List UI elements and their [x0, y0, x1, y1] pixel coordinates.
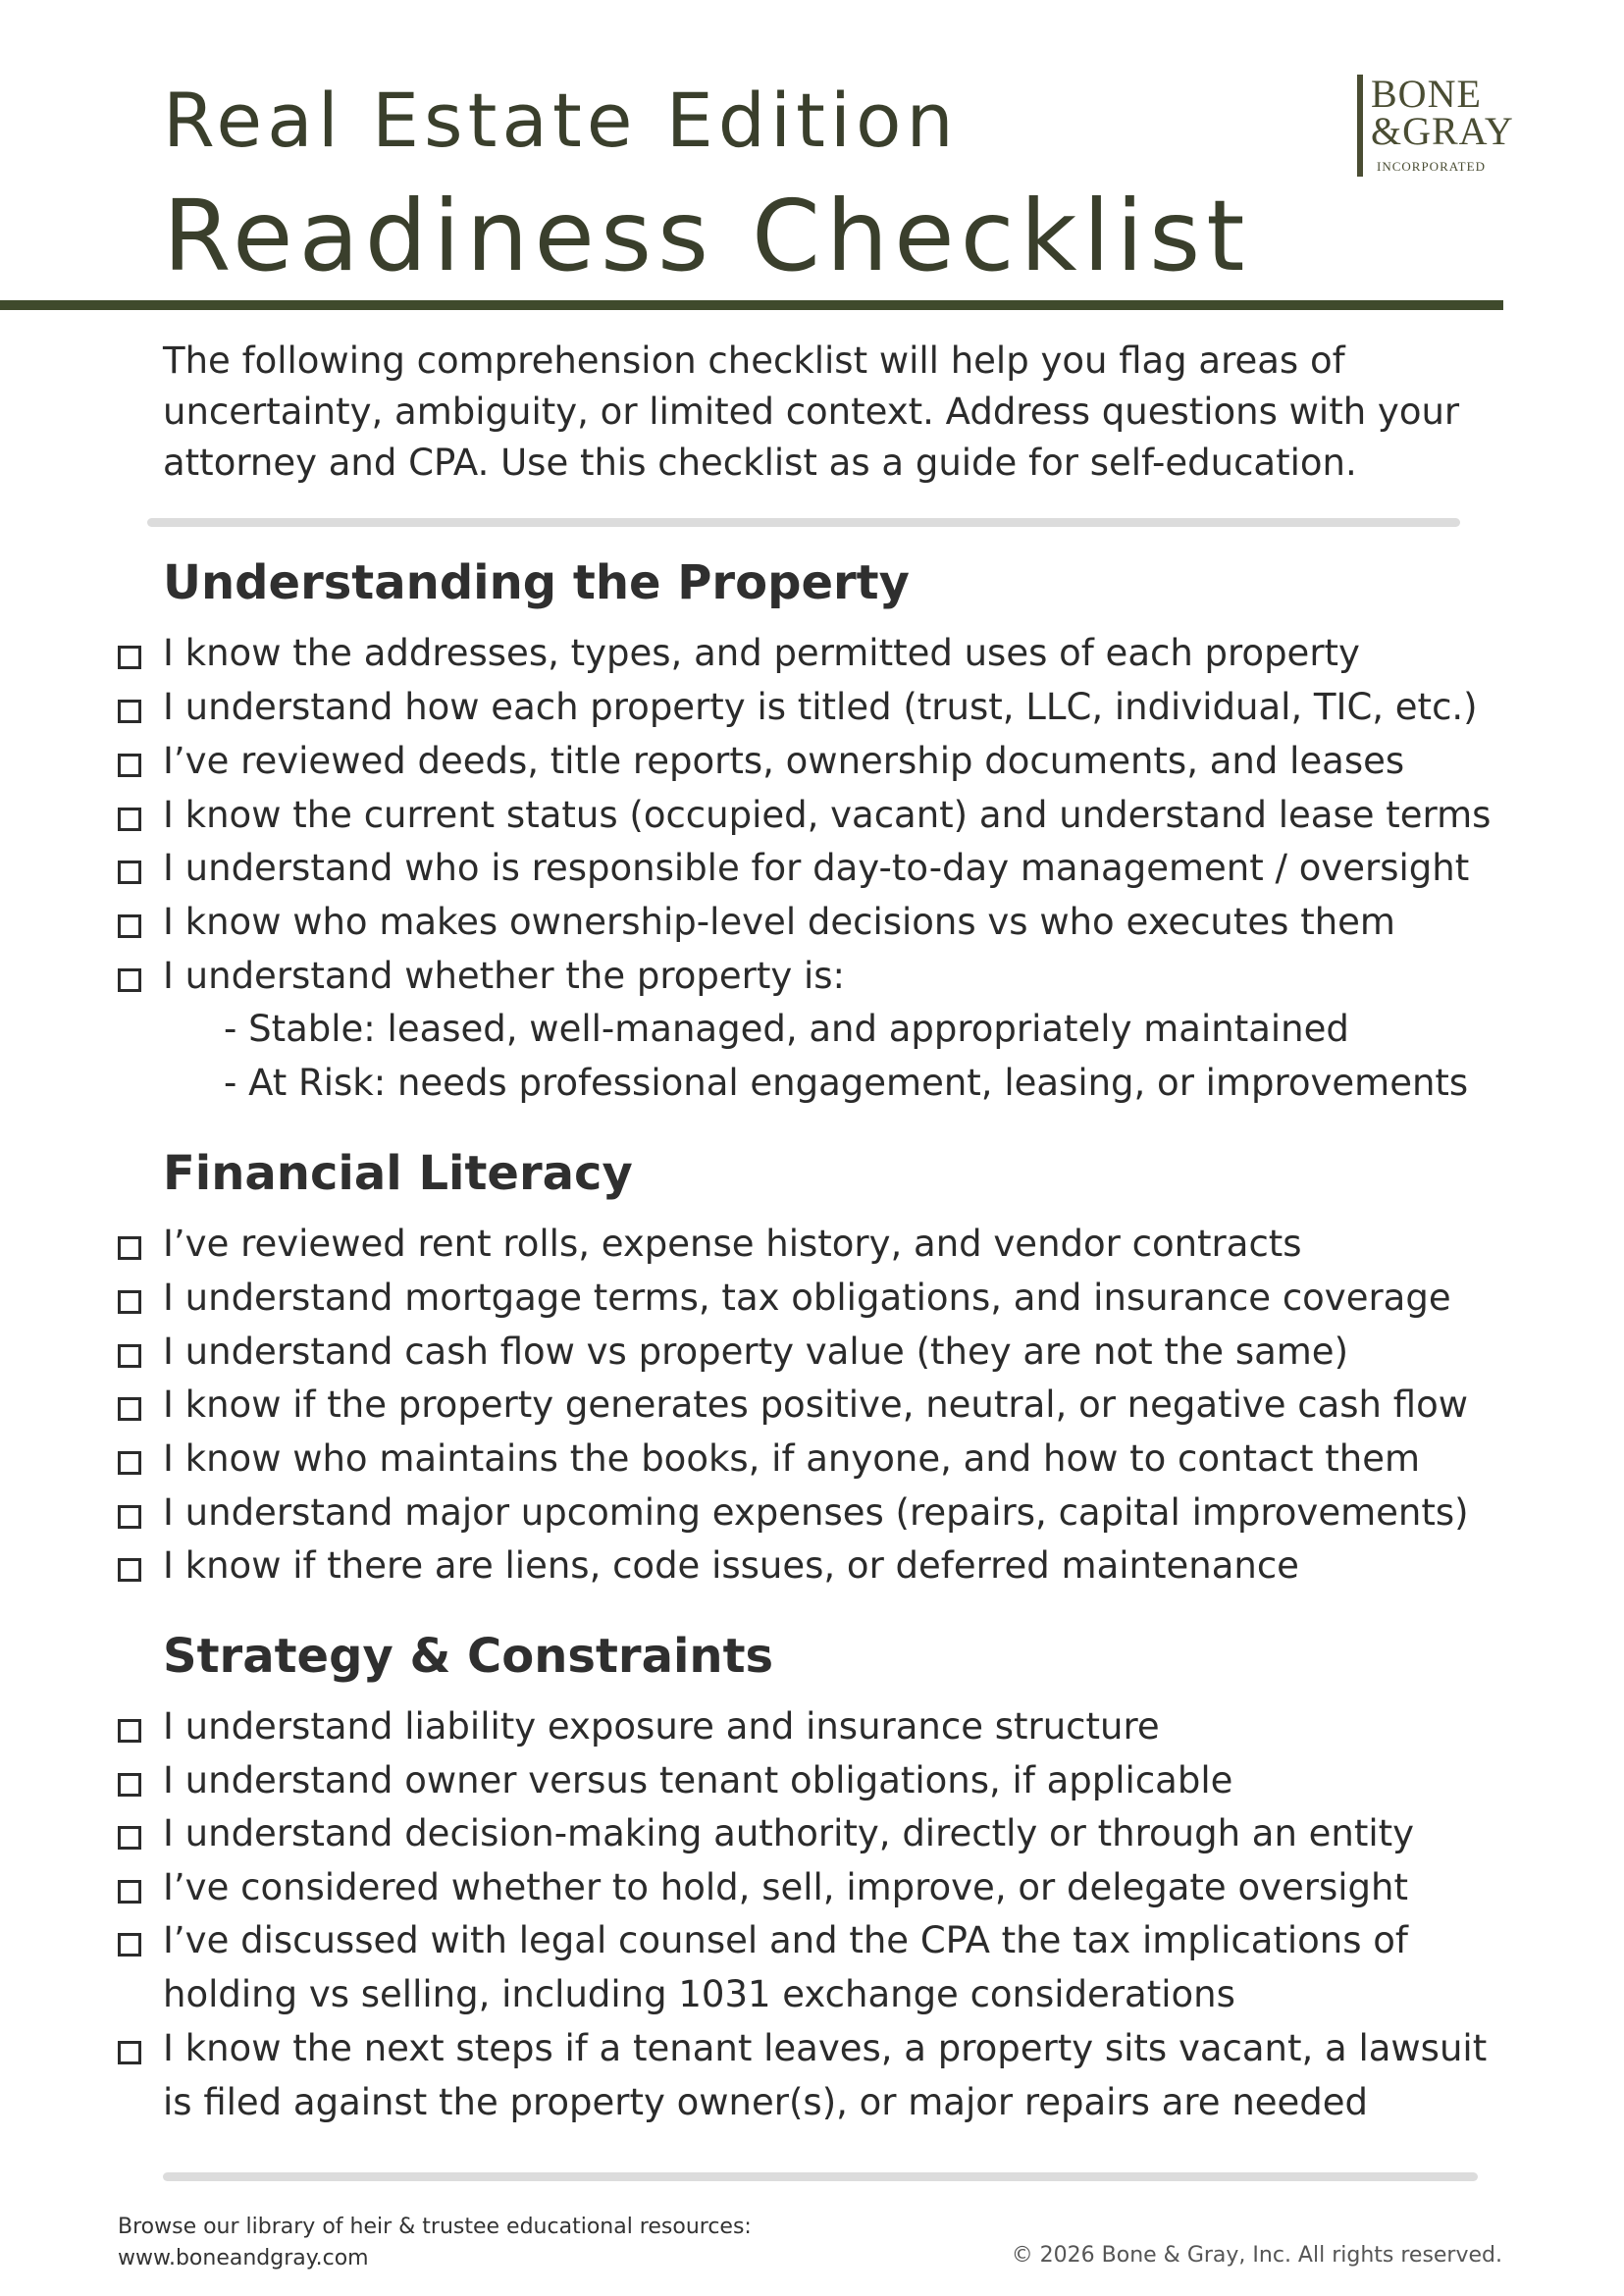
checkbox[interactable] — [118, 914, 141, 938]
checklist-item[interactable]: I understand whether the property is: — [118, 949, 845, 1003]
section-title-financial: Financial Literacy — [163, 1146, 633, 1201]
sub-item-at-risk: - At Risk: needs professional engagement, leasing, or improvements — [224, 1062, 1469, 1104]
checklist-item[interactable]: I’ve reviewed deeds, title reports, ownership documents, and leases — [118, 734, 1404, 788]
checklist-item[interactable]: I know the current status (occupied, vacant) and understand lease terms — [118, 788, 1491, 842]
logo-line-2: &GRAY — [1371, 109, 1514, 153]
footer-resources — [118, 2212, 752, 2274]
checklist-item[interactable]: I know if the property generates positive, neutral, or negative cash flow — [118, 1378, 1468, 1432]
footer-browse-text: Browse our library of heir & trustee educational resources: — [118, 2215, 752, 2239]
logo-line-3: INCORPORATED — [1377, 159, 1486, 174]
checklist-item[interactable]: I know if there are liens, code issues, or deferred maintenance — [118, 1539, 1299, 1592]
checklist-item[interactable]: I understand mortgage terms, tax obligations, and insurance coverage — [118, 1271, 1451, 1325]
footer-copyright: © 2026 Bone & Gray, Inc. All rights reserved. — [1011, 2243, 1502, 2268]
checklist-item[interactable]: I know the addresses, types, and permitted uses of each property — [118, 626, 1360, 680]
checklist-item[interactable]: I understand how each property is titled (trust, LLC, individual, TIC, etc.) — [118, 680, 1478, 734]
checklist-item[interactable]: I understand major upcoming expenses (repairs, capital improvements) — [118, 1486, 1469, 1539]
checkbox[interactable] — [118, 1558, 141, 1582]
checkbox[interactable] — [118, 754, 141, 777]
section-title-strategy: Strategy & Constraints — [163, 1629, 774, 1684]
checklist-item[interactable]: I understand cash flow vs property value (they are not the same) — [118, 1325, 1348, 1379]
checklist-item[interactable]: I know who maintains the books, if anyone, and how to contact them — [118, 1432, 1420, 1486]
checkbox[interactable] — [118, 1773, 141, 1797]
checkbox[interactable] — [118, 1933, 141, 1957]
checkbox[interactable] — [118, 1397, 141, 1421]
checkbox[interactable] — [118, 1880, 141, 1904]
checklist-item[interactable]: I’ve discussed with legal counsel and the CPA the tax implications of holding vs selling, including 1031 exchange considerations — [118, 1913, 1492, 2021]
checkbox[interactable] — [118, 1719, 141, 1743]
intro-paragraph: The following comprehension checklist will help you flag areas of uncertainty, ambiguity, or limited context. Address questions with your attorney and CPA. Use this checklist as a guide for self-education. — [163, 339, 1460, 484]
checklist-item[interactable]: I know who makes ownership-level decisions vs who executes them — [118, 895, 1395, 949]
checkbox[interactable] — [118, 1290, 141, 1314]
checkbox[interactable] — [118, 1826, 141, 1850]
logo-line-1: BONE — [1371, 72, 1482, 116]
checklist-item[interactable]: I understand decision-making authority, directly or through an entity — [118, 1806, 1414, 1860]
checklist-item[interactable]: I’ve considered whether to hold, sell, improve, or delegate oversight — [118, 1860, 1408, 1914]
checkbox[interactable] — [118, 1451, 141, 1475]
checkbox[interactable] — [118, 1344, 141, 1368]
checklist-item[interactable]: I’ve reviewed rent rolls, expense history, and vendor contracts — [118, 1217, 1302, 1271]
checkbox[interactable] — [118, 1236, 141, 1260]
checklist-item[interactable]: I understand who is responsible for day-to-day management / oversight — [118, 841, 1469, 895]
checklist-item[interactable]: I know the next steps if a tenant leaves, a property sits vacant, a lawsuit is filed against the property owner(s), or major repairs are needed — [118, 2021, 1492, 2129]
page-title: Readiness Checklist — [163, 179, 1251, 293]
divider — [147, 518, 1460, 527]
checkbox[interactable] — [118, 808, 141, 831]
page-subtitle: Real Estate Edition — [163, 77, 959, 164]
checkbox[interactable] — [118, 1505, 141, 1529]
header-rule — [0, 300, 1503, 310]
checkbox[interactable] — [118, 2041, 141, 2064]
checkbox[interactable] — [118, 700, 141, 723]
company-logo — [1357, 72, 1524, 177]
section-title-property: Understanding the Property — [163, 555, 910, 610]
checkbox[interactable] — [118, 861, 141, 884]
footer-divider — [163, 2172, 1478, 2181]
checkbox[interactable] — [118, 646, 141, 669]
checkbox[interactable] — [118, 968, 141, 992]
sub-item-stable: - Stable: leased, well-managed, and appropriately maintained — [224, 1008, 1349, 1050]
checklist-item[interactable]: I understand liability exposure and insurance structure — [118, 1699, 1160, 1753]
footer-website-link[interactable]: www.boneandgray.com — [118, 2246, 369, 2270]
logo-bar — [1357, 75, 1363, 177]
checklist-item[interactable]: I understand owner versus tenant obligations, if applicable — [118, 1753, 1232, 1807]
